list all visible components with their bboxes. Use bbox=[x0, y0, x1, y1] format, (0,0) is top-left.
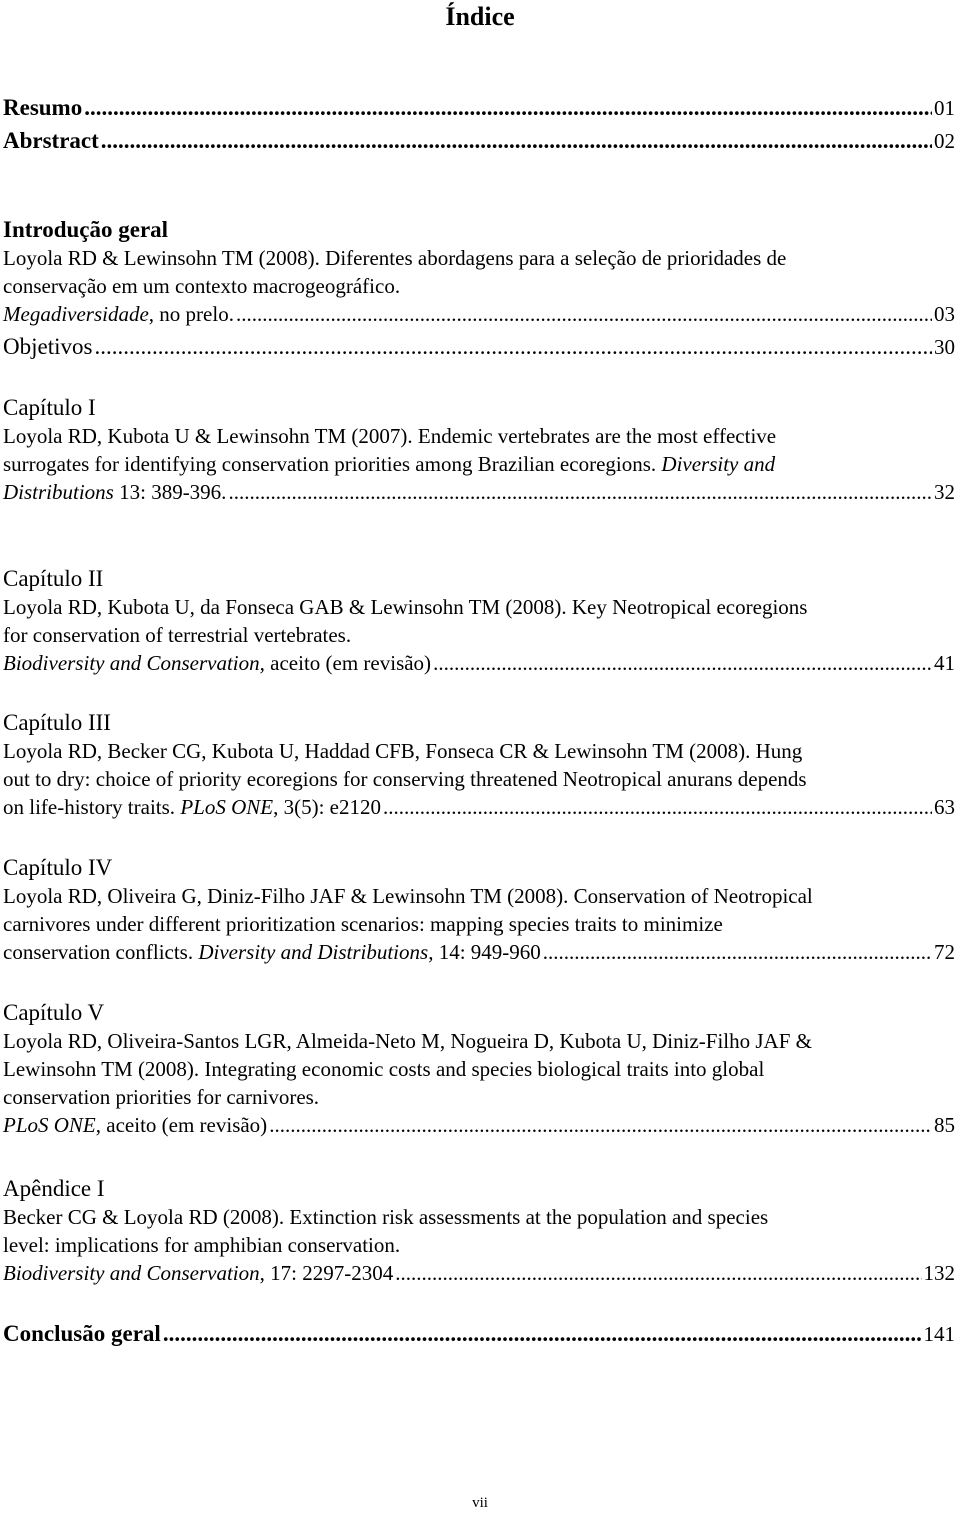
toc-heading: Objetivos bbox=[3, 334, 93, 359]
toc-page-number: 41 bbox=[934, 651, 955, 675]
dot-leader bbox=[383, 793, 932, 821]
toc-citation-line: level: implications for amphibian conservation. bbox=[3, 1233, 401, 1257]
toc-citation-last-line bbox=[3, 1259, 955, 1287]
dot-leader bbox=[163, 1320, 922, 1348]
dot-leader bbox=[236, 300, 932, 328]
journal-name: Diversity and bbox=[661, 452, 776, 476]
toc-page-number: 132 bbox=[923, 1261, 955, 1285]
toc-citation-text bbox=[3, 300, 234, 328]
citation-rest: , aceito (em revisão) bbox=[95, 1113, 268, 1137]
journal-name: Biodiversity and Conservation bbox=[3, 1261, 260, 1285]
journal-name: PLoS ONE bbox=[180, 795, 274, 819]
toc-page-number: 72 bbox=[934, 940, 955, 964]
toc-citation-line: out to dry: choice of priority ecoregions for conserving threatened Neotropical anurans depends bbox=[3, 767, 807, 791]
dot-leader bbox=[395, 1259, 921, 1287]
toc-citation-last-line bbox=[3, 1111, 955, 1139]
journal-name: Biodiversity and Conservation, bbox=[3, 651, 265, 675]
toc-citation-line: Loyola RD, Oliveira G, Diniz-Filho JAF & Lewinsohn TM (2008). Conservation of Neotropical bbox=[3, 884, 813, 908]
toc-entry-capitulo-3 bbox=[3, 709, 955, 821]
toc-page-number: 30 bbox=[934, 335, 955, 359]
toc-heading: Conclusão geral bbox=[3, 1321, 161, 1346]
toc-entry-capitulo-4 bbox=[3, 854, 955, 966]
toc-page-number: 32 bbox=[934, 480, 955, 504]
toc-heading: Capítulo V bbox=[3, 1000, 105, 1025]
toc-page-number: 01 bbox=[934, 96, 955, 120]
journal-name: Distributions bbox=[3, 480, 114, 504]
toc-citation-text bbox=[3, 1111, 267, 1139]
toc-entry-objetivos bbox=[3, 333, 955, 361]
toc-entry-introducao bbox=[3, 216, 955, 328]
toc-heading: Capítulo I bbox=[3, 395, 96, 420]
toc-entry-capitulo-5 bbox=[3, 999, 955, 1139]
toc-citation-last-line bbox=[3, 300, 955, 328]
toc-citation-line: Loyola RD & Lewinsohn TM (2008). Diferentes abordagens para a seleção de prioridades de bbox=[3, 246, 787, 270]
citation-rest: aceito (em revisão) bbox=[264, 651, 432, 675]
toc-citation-line: Loyola RD, Oliveira-Santos LGR, Almeida-Neto M, Nogueira D, Kubota U, Diniz-Filho JAF & bbox=[3, 1029, 812, 1053]
toc-entry-apendice-1 bbox=[3, 1175, 955, 1287]
toc-heading-line bbox=[3, 1320, 955, 1348]
toc-heading: Apêndice I bbox=[3, 1176, 105, 1201]
toc-citation-line: conservation priorities for carnivores. bbox=[3, 1085, 320, 1109]
journal-name: Megadiversidade bbox=[3, 302, 149, 326]
toc-citation-last-line bbox=[3, 478, 955, 506]
toc-citation-last-line bbox=[3, 793, 955, 821]
toc-heading: Resumo bbox=[3, 95, 83, 120]
page-number-footer: vii bbox=[472, 1495, 488, 1511]
toc-entry-resumo bbox=[3, 94, 955, 122]
toc-citation-text bbox=[3, 649, 431, 677]
toc-heading: Capítulo IV bbox=[3, 855, 113, 880]
dot-leader bbox=[433, 649, 932, 677]
journal-name: PLoS ONE bbox=[3, 1113, 96, 1137]
toc-citation-text bbox=[3, 1259, 393, 1287]
citation-text: conservation conflicts. bbox=[3, 940, 199, 964]
toc-entry-abstract bbox=[3, 127, 955, 155]
toc-citation-line: Loyola RD, Kubota U & Lewinsohn TM (2007). Endemic vertebrates are the most effective bbox=[3, 424, 777, 448]
toc-entry-conclusao bbox=[3, 1320, 955, 1348]
citation-rest: , 14: 949-960 bbox=[428, 940, 541, 964]
toc-page-number: 02 bbox=[934, 129, 955, 153]
citation-rest: 13: 389-396. bbox=[113, 480, 227, 504]
journal-name: Diversity and Distributions bbox=[198, 940, 429, 964]
toc-page-number: 141 bbox=[923, 1322, 955, 1346]
dot-leader bbox=[84, 94, 932, 122]
citation-rest: , 3(5): e2120 bbox=[273, 795, 381, 819]
toc-entry-capitulo-1 bbox=[3, 394, 955, 506]
citation-rest: , 17: 2297-2304 bbox=[259, 1261, 394, 1285]
toc-citation-last-line bbox=[3, 649, 955, 677]
dot-leader bbox=[543, 938, 932, 966]
toc-heading-line bbox=[3, 333, 955, 361]
toc-citation-line: conservação em um contexto macrogeográfico. bbox=[3, 274, 401, 298]
citation-text: on life-history traits. bbox=[3, 795, 181, 819]
toc-page-number: 85 bbox=[934, 1113, 955, 1137]
toc-citation-line: Loyola RD, Becker CG, Kubota U, Haddad CFB, Fonseca CR & Lewinsohn TM (2008). Hung bbox=[3, 739, 803, 763]
toc-citation-line: Becker CG & Loyola RD (2008). Extinction risk assessments at the population and species bbox=[3, 1205, 769, 1229]
toc-heading: Introdução geral bbox=[3, 217, 169, 242]
toc-page-number: 03 bbox=[934, 302, 955, 326]
page-title: Índice bbox=[445, 2, 515, 31]
toc-citation-line: Lewinsohn TM (2008). Integrating economic costs and species biological traits into global bbox=[3, 1057, 765, 1081]
toc-heading: Capítulo III bbox=[3, 710, 111, 735]
toc-heading: Abrstract bbox=[3, 128, 99, 153]
dot-leader bbox=[269, 1111, 932, 1139]
dot-leader bbox=[228, 478, 932, 506]
toc-citation-line: carnivores under different prioritization scenarios: mapping species traits to minimize bbox=[3, 912, 723, 936]
toc-citation-text bbox=[3, 793, 381, 821]
toc-citation-text bbox=[3, 938, 541, 966]
toc-heading-line bbox=[3, 127, 955, 155]
citation-text: surrogates for identifying conservation priorities among Brazilian ecoregions. bbox=[3, 452, 662, 476]
toc-citation-last-line bbox=[3, 938, 955, 966]
toc-heading-line bbox=[3, 94, 955, 122]
toc-page-number: 63 bbox=[934, 795, 955, 819]
toc-entry-capitulo-2 bbox=[3, 565, 955, 677]
toc-heading: Capítulo II bbox=[3, 566, 104, 591]
toc-citation-line: for conservation of terrestrial vertebrates. bbox=[3, 623, 352, 647]
dot-leader bbox=[101, 127, 932, 155]
dot-leader bbox=[94, 333, 932, 361]
toc-citation-line bbox=[3, 450, 955, 478]
toc-citation-text bbox=[3, 478, 226, 506]
citation-rest: , no prelo. bbox=[148, 302, 234, 326]
toc-citation-line: Loyola RD, Kubota U, da Fonseca GAB & Lewinsohn TM (2008). Key Neotropical ecoregions bbox=[3, 595, 808, 619]
